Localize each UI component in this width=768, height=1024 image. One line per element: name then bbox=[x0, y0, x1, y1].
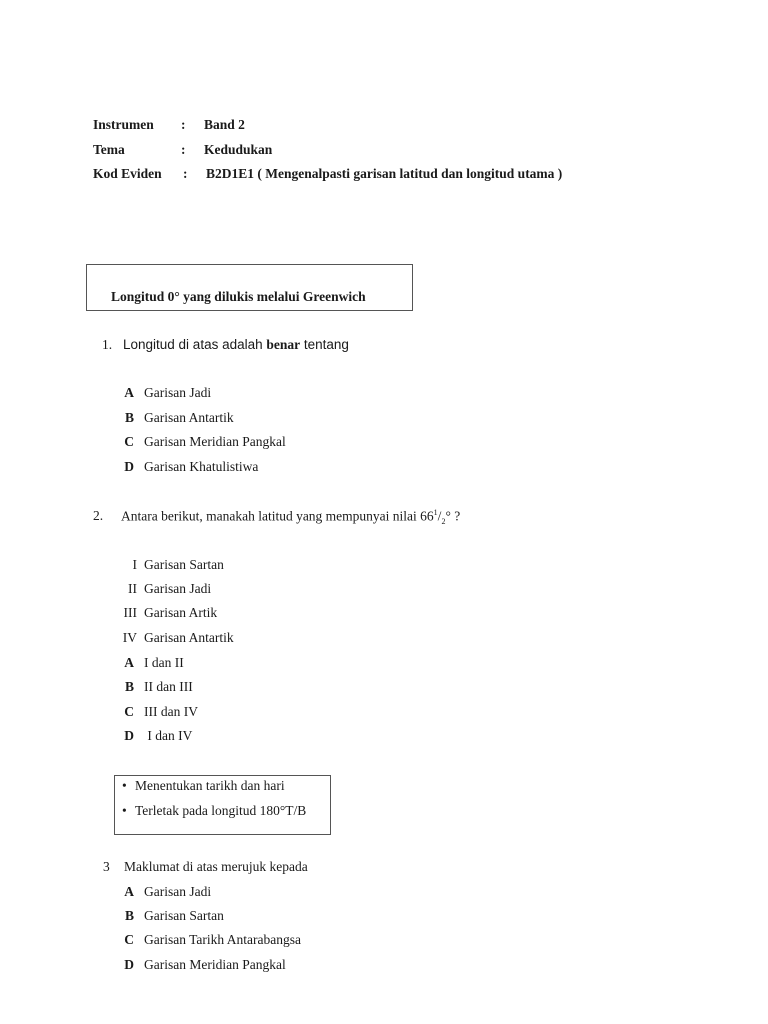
option-text: Garisan Khatulistiwa bbox=[144, 459, 259, 474]
option-text: Garisan Meridian Pangkal bbox=[144, 957, 286, 972]
option-letter: A bbox=[124, 884, 134, 899]
option-letter: C bbox=[124, 434, 134, 449]
question-number: 3 bbox=[103, 859, 110, 874]
option-text: Garisan Jadi bbox=[144, 884, 212, 899]
question-text: Longitud di atas adalah benar tentang bbox=[123, 337, 349, 352]
option-letter: C bbox=[124, 704, 134, 719]
option-letter: B bbox=[124, 908, 134, 923]
header-label-tema: Tema bbox=[93, 142, 125, 157]
option-letter: C bbox=[124, 932, 134, 947]
question-text: Maklumat di atas merujuk kepada bbox=[124, 859, 308, 874]
header-colon: : bbox=[183, 166, 188, 181]
option-letter: D bbox=[124, 957, 134, 972]
roman-numeral: IV bbox=[122, 630, 137, 645]
option-letter: B bbox=[124, 410, 134, 425]
option-letter: A bbox=[124, 385, 134, 400]
roman-text: Garisan Sartan bbox=[144, 557, 224, 572]
option-letter: D bbox=[124, 728, 134, 743]
roman-numeral: III bbox=[123, 605, 137, 620]
roman-numeral: II bbox=[128, 581, 137, 596]
option-letter: B bbox=[124, 679, 134, 694]
stimulus-item: Menentukan tarikh dan hari bbox=[135, 778, 285, 793]
option-text: Garisan Meridian Pangkal bbox=[144, 434, 286, 449]
option-text: Garisan Tarikh Antarabangsa bbox=[144, 932, 302, 947]
header-colon: : bbox=[181, 117, 186, 132]
question-text: Antara berikut, manakah latitud yang mempunyai nilai $66^1/_2^\circ$ ? bbox=[121, 508, 461, 527]
roman-text: Garisan Jadi bbox=[144, 581, 212, 596]
question-number: 1. bbox=[102, 337, 113, 352]
option-letter: A bbox=[124, 655, 134, 670]
stimulus-item: Terletak pada longitud 180°T/B bbox=[135, 803, 307, 818]
header-value-instrumen: Band 2 bbox=[204, 117, 245, 132]
option-text: III dan IV bbox=[144, 704, 198, 719]
header-colon: : bbox=[181, 142, 186, 157]
option-letter: D bbox=[124, 459, 134, 474]
header-label-instrumen: Instrumen bbox=[93, 117, 154, 132]
bullet-icon: • bbox=[122, 803, 127, 818]
option-text: I dan II bbox=[144, 655, 184, 670]
stimulus-text-longitude: Longitud 0° yang dilukis melalui Greenwich bbox=[111, 289, 366, 304]
roman-text: Garisan Artik bbox=[144, 605, 218, 620]
option-text: Garisan Sartan bbox=[144, 908, 224, 923]
roman-text: Garisan Antartik bbox=[144, 630, 234, 645]
question-number: 2. bbox=[93, 508, 104, 523]
bullet-icon: • bbox=[122, 778, 127, 793]
option-text: Garisan Jadi bbox=[144, 385, 212, 400]
header-value-tema: Kedudukan bbox=[204, 142, 273, 157]
option-text: II dan III bbox=[144, 679, 193, 694]
header-label-kod-eviden: Kod Eviden bbox=[93, 166, 162, 181]
header-value-kod-eviden: B2D1E1 ( Mengenalpasti garisan latitud dan longitud utama ) bbox=[206, 166, 563, 181]
option-text: Garisan Antartik bbox=[144, 410, 234, 425]
option-text: I dan IV bbox=[144, 728, 193, 743]
roman-numeral: I bbox=[132, 557, 137, 572]
